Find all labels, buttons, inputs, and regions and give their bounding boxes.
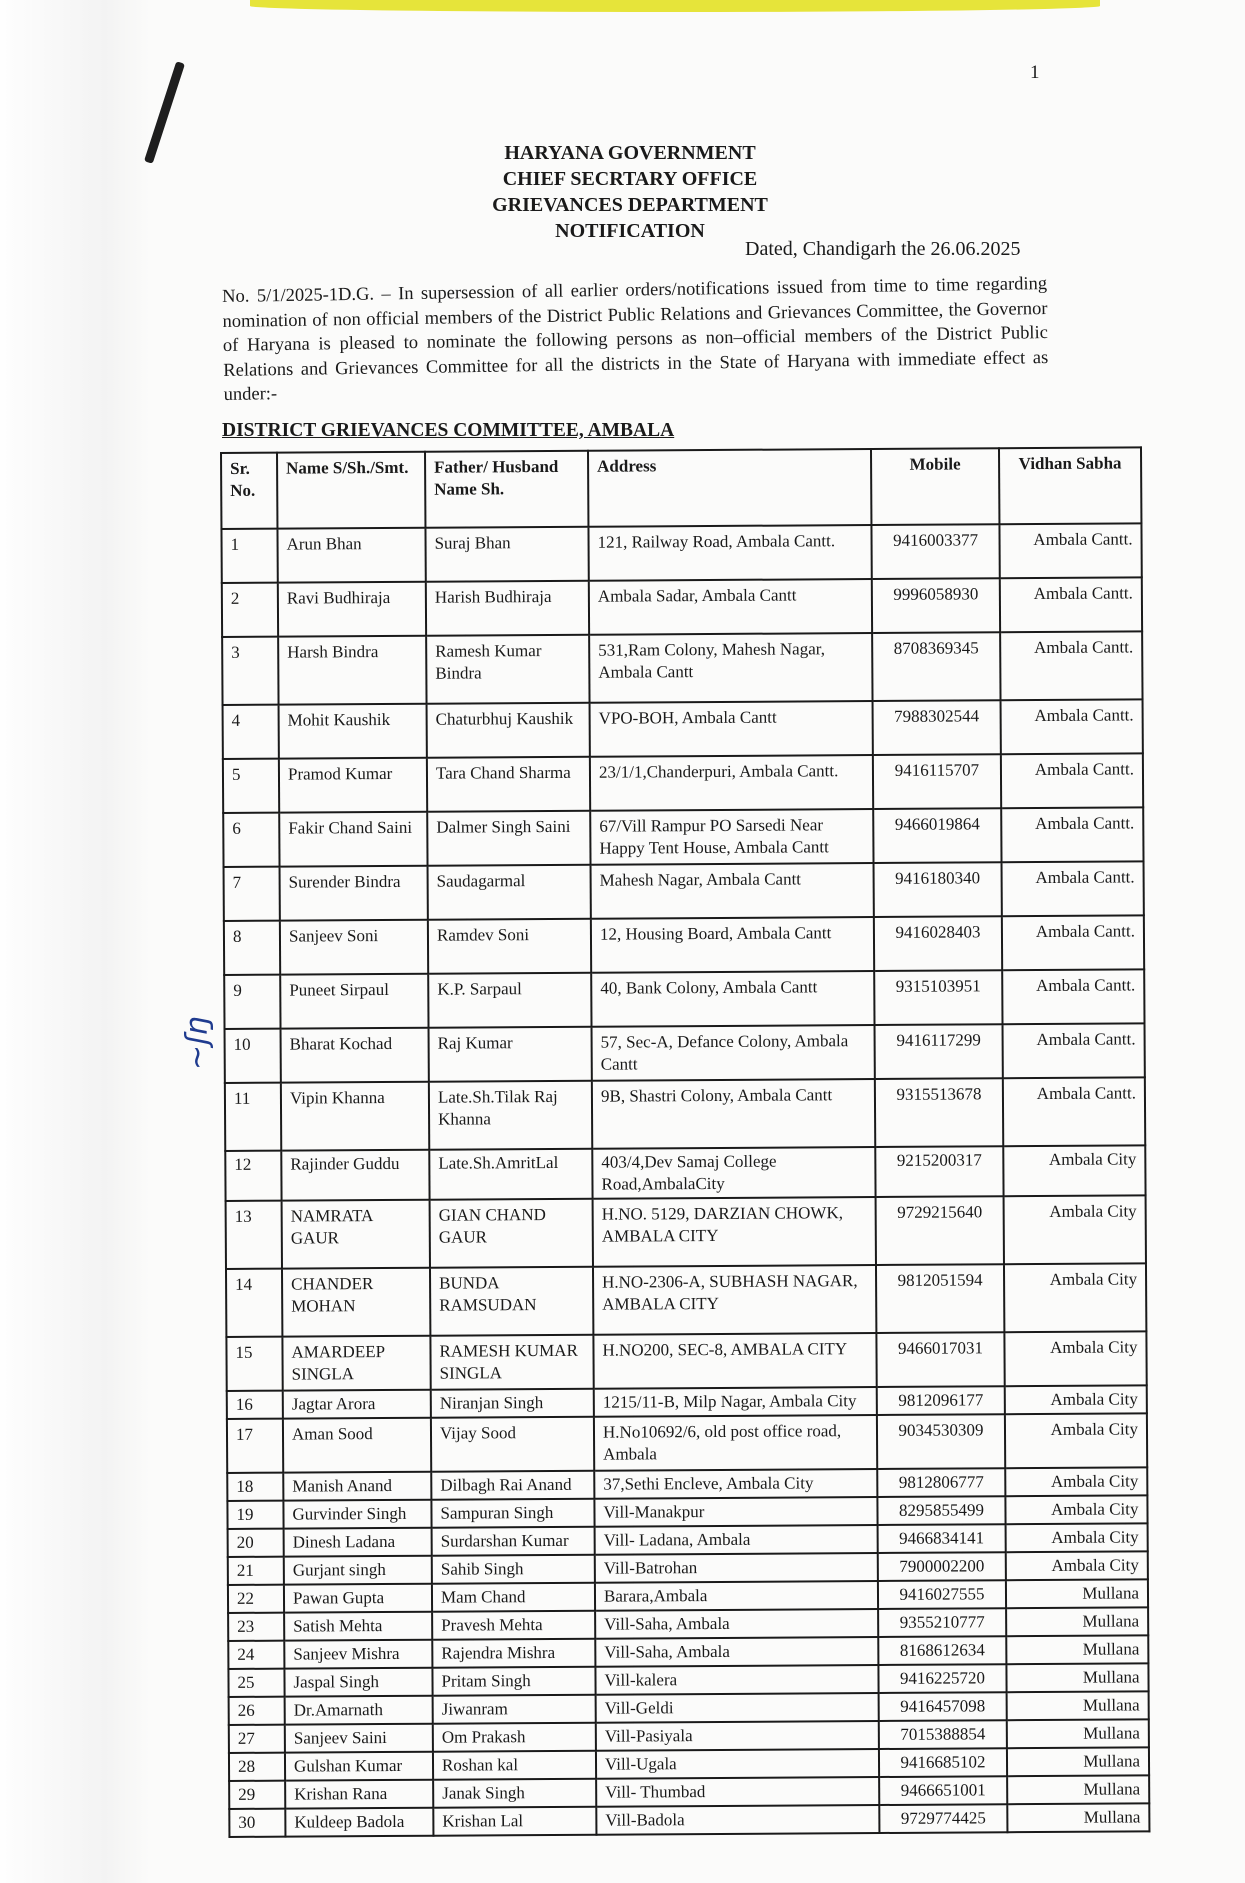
mobile-cell: 7900002200 [878, 1552, 1006, 1581]
name-cell: AMARDEEP SINGLA [282, 1336, 430, 1391]
sr-cell: 1 [221, 529, 277, 583]
name-cell: Jagtar Arora [283, 1390, 431, 1419]
address-cell: H.No10692/6, old post office road, Ambala [594, 1415, 877, 1471]
sr-cell: 9 [224, 975, 280, 1029]
father-cell: Pritam Singh [432, 1667, 595, 1696]
sr-cell: 22 [228, 1585, 284, 1613]
vidhan-sabha-cell: Ambala Cantt. [1003, 1077, 1145, 1146]
mobile-cell: 9466017031 [876, 1332, 1004, 1387]
name-cell: Kuldeep Badola [285, 1808, 433, 1837]
vidhan-sabha-cell: Mullana [1006, 1579, 1148, 1608]
sr-cell: 29 [229, 1781, 285, 1809]
table-row [225, 1145, 1145, 1201]
table-row [227, 1413, 1147, 1473]
father-cell: Tara Chand Sharma [427, 757, 590, 812]
mobile-cell: 9315103951 [874, 970, 1002, 1025]
address-cell: Vill-Badola [596, 1805, 879, 1835]
name-cell: Harsh Bindra [278, 636, 426, 705]
name-cell: Satish Mehta [284, 1612, 432, 1641]
mobile-cell: 9416457098 [879, 1692, 1007, 1721]
sr-cell: 15 [226, 1337, 282, 1391]
address-cell: Vill-Batrohan [595, 1553, 878, 1583]
father-cell: Late.Sh.AmritLal [429, 1149, 592, 1200]
sr-cell: 12 [225, 1151, 281, 1201]
mobile-cell: 9729215640 [876, 1196, 1004, 1265]
sr-cell: 3 [222, 637, 278, 705]
document-heading [440, 140, 820, 244]
sr-cell: 4 [223, 705, 279, 759]
mobile-cell: 9466019864 [873, 808, 1001, 863]
vidhan-sabha-cell: Ambala City [1003, 1145, 1145, 1196]
sr-cell: 18 [227, 1473, 283, 1501]
name-cell: Mohit Kaushik [279, 704, 427, 759]
address-cell: 531,Ram Colony, Mahesh Nagar, Ambala Cantt [589, 633, 872, 703]
sr-cell: 30 [229, 1809, 285, 1837]
address-cell: Vill-Geldi [596, 1693, 879, 1723]
father-cell: Raj Kumar [429, 1027, 592, 1082]
table-header-row [221, 447, 1141, 529]
mobile-cell: 9215200317 [875, 1146, 1003, 1197]
father-cell: Krishan Lal [433, 1807, 596, 1836]
sr-cell: 2 [222, 583, 278, 637]
sr-cell: 19 [227, 1501, 283, 1529]
mobile-cell: 9416117299 [875, 1024, 1003, 1079]
father-cell: Rajendra Mishra [432, 1639, 595, 1668]
heading-line-2: CHIEF SECRTARY OFFICE [502, 168, 758, 190]
address-cell: H.NO200, SEC-8, AMBALA CITY [593, 1333, 876, 1389]
table-row [225, 1023, 1145, 1083]
mobile-cell: 9416028403 [874, 916, 1002, 971]
father-cell: Surdarshan Kumar [432, 1527, 595, 1556]
vidhan-sabha-cell: Ambala City [1004, 1331, 1146, 1386]
name-cell: Krishan Rana [285, 1780, 433, 1809]
vidhan-sabha-cell: Ambala Cantt. [1001, 699, 1143, 754]
mobile-cell: 8168612634 [878, 1636, 1006, 1665]
table-row [223, 807, 1143, 867]
mobile-cell: 8295855499 [877, 1496, 1005, 1525]
address-cell: 67/Vill Rampur PO Sarsedi Near Happy Tent House, Ambala Cantt [590, 809, 873, 865]
address-cell: Ambala Sadar, Ambala Cantt [589, 579, 872, 635]
mobile-cell: 9812051594 [876, 1264, 1004, 1333]
mobile-cell: 9416003377 [871, 524, 999, 579]
father-cell: Roshan kal [433, 1751, 596, 1780]
address-cell: 40, Bank Colony, Ambala Cantt [591, 971, 874, 1027]
father-cell: Harish Budhiraja [426, 581, 589, 636]
vidhan-sabha-cell: Ambala City [1005, 1467, 1147, 1496]
table-row [222, 631, 1142, 705]
father-cell: Jiwanram [433, 1695, 596, 1724]
sr-cell: 10 [225, 1029, 281, 1083]
col-father: Father/ Husband Name Sh. [425, 451, 588, 528]
sr-cell: 27 [229, 1725, 285, 1753]
vidhan-sabha-cell: Mullana [1006, 1663, 1148, 1692]
address-cell: Vill- Thumbad [596, 1777, 879, 1807]
mobile-cell: 9812096177 [877, 1386, 1005, 1415]
address-cell: 403/4,Dev Samaj College Road,AmbalaCity [592, 1147, 875, 1199]
vidhan-sabha-cell: Ambala Cantt. [1002, 969, 1144, 1024]
name-cell: Ravi Budhiraja [278, 582, 426, 637]
page-number: 1 [1030, 62, 1040, 83]
father-cell: Suraj Bhan [425, 527, 588, 582]
mobile-cell: 9996058930 [872, 578, 1000, 633]
father-cell: Ramdev Soni [428, 919, 591, 974]
name-cell: Pramod Kumar [279, 758, 427, 813]
father-cell: Sahib Singh [432, 1555, 595, 1584]
father-cell: Late.Sh.Tilak Raj Khanna [429, 1081, 592, 1150]
section-title: DISTRICT GRIEVANCES COMMITTEE, AMBALA [222, 420, 675, 441]
father-cell: Saudagarmal [428, 865, 591, 920]
father-cell: Janak Singh [433, 1779, 596, 1808]
vidhan-sabha-cell: Ambala Cantt. [1001, 807, 1143, 862]
vidhan-sabha-cell: Ambala City [1005, 1413, 1147, 1468]
vidhan-sabha-cell: Ambala City [1005, 1495, 1147, 1524]
name-cell: Manish Anand [283, 1472, 431, 1501]
sr-cell: 11 [225, 1083, 281, 1151]
address-cell: Vill- Ladana, Ambala [595, 1525, 878, 1555]
name-cell: Sanjeev Mishra [284, 1640, 432, 1669]
heading-line-3: GRIEVANCES DEPARTMENT [492, 194, 768, 216]
table-row [221, 523, 1141, 583]
father-cell: RAMESH KUMAR SINGLA [430, 1335, 593, 1390]
address-cell: Mahesh Nagar, Ambala Cantt [591, 863, 874, 919]
mobile-cell: 7015388854 [879, 1720, 1007, 1749]
vidhan-sabha-cell: Ambala City [1004, 1195, 1146, 1264]
mobile-cell: 9416180340 [874, 862, 1002, 917]
address-cell: 1215/11-B, Milp Nagar, Ambala City [594, 1387, 877, 1417]
table-row [226, 1195, 1146, 1269]
vidhan-sabha-cell: Ambala City [1006, 1551, 1148, 1580]
name-cell: Sanjeev Saini [285, 1724, 433, 1753]
vidhan-sabha-cell: Ambala Cantt. [1003, 1023, 1145, 1078]
name-cell: Rajinder Guddu [281, 1150, 429, 1201]
notification-paragraph: No. 5/1/2025-1D.G. – In supersession of all earlier orders/notifications issued from time to time regarding nomination of non official members of the District Public Relations and Grievances Committee, the Governor of Haryana is pleased to nominate the following persons as non–official members of the District Public Relations and Grievances Committee for all the districts in the State of Haryana with immediate effect as under:- [222, 274, 1049, 405]
address-cell: 37,Sethi Encleve, Ambala City [594, 1469, 877, 1499]
col-mobile: Mobile [871, 448, 999, 525]
mobile-cell: 7988302544 [873, 700, 1001, 755]
table-row [229, 1803, 1149, 1837]
table-row [224, 915, 1144, 975]
address-cell: 121, Railway Road, Ambala Cantt. [588, 525, 871, 581]
vidhan-sabha-cell: Mullana [1007, 1719, 1149, 1748]
vidhan-sabha-cell: Mullana [1007, 1803, 1149, 1832]
sr-cell: 14 [226, 1269, 282, 1337]
sr-cell: 24 [228, 1641, 284, 1669]
table-row [224, 969, 1144, 1029]
father-cell: GIAN CHAND GAUR [430, 1199, 593, 1268]
sr-cell: 16 [227, 1391, 283, 1419]
mobile-cell: 9466651001 [879, 1776, 1007, 1805]
father-cell: Mam Chand [432, 1583, 595, 1612]
mobile-cell: 8708369345 [872, 632, 1000, 701]
page-shadow [0, 0, 150, 1883]
vidhan-sabha-cell: Ambala Cantt. [1002, 861, 1144, 916]
father-cell: Ramesh Kumar Bindra [426, 635, 589, 704]
mobile-cell: 9315513678 [875, 1078, 1003, 1147]
father-cell: Dalmer Singh Saini [427, 811, 590, 866]
sr-cell: 25 [228, 1669, 284, 1697]
address-cell: 23/1/1,Chanderpuri, Ambala Cantt. [590, 755, 873, 811]
father-cell: BUNDA RAMSUDAN [430, 1267, 593, 1336]
name-cell: Aman Sood [283, 1418, 431, 1473]
mobile-cell: 9416225720 [878, 1664, 1006, 1693]
mobile-cell: 9812806777 [877, 1468, 1005, 1497]
name-cell: Pawan Gupta [284, 1584, 432, 1613]
name-cell: Puneet Sirpaul [280, 974, 428, 1029]
name-cell: NAMRATA GAUR [282, 1200, 430, 1269]
name-cell: CHANDER MOHAN [282, 1268, 430, 1337]
address-cell: 57, Sec-A, Defance Colony, Ambala Cantt [592, 1025, 875, 1081]
father-cell: Vijay Sood [431, 1417, 594, 1472]
name-cell: Arun Bhan [277, 528, 425, 583]
vidhan-sabha-cell: Ambala Cantt. [1001, 753, 1143, 808]
vidhan-sabha-cell: Mullana [1007, 1691, 1149, 1720]
table-row [224, 861, 1144, 921]
sr-cell: 21 [228, 1557, 284, 1585]
sr-cell: 5 [223, 759, 279, 813]
vidhan-sabha-cell: Ambala City [1005, 1385, 1147, 1414]
table-row [226, 1331, 1146, 1391]
pen-stroke-mark [144, 61, 185, 164]
address-cell: Barara,Ambala [595, 1581, 878, 1611]
name-cell: Bharat Kochad [281, 1028, 429, 1083]
members-table [220, 446, 1150, 1838]
sr-cell: 23 [228, 1613, 284, 1641]
heading-line-4: NOTIFICATION [555, 220, 705, 242]
table-row [225, 1077, 1145, 1151]
father-cell: K.P. Sarpaul [428, 973, 591, 1028]
margin-signature: ~ʃŋ [180, 1015, 215, 1070]
sr-cell: 6 [223, 813, 279, 867]
address-cell: Vill-Ugala [596, 1749, 879, 1779]
address-cell: H.NO. 5129, DARZIAN CHOWK, AMBALA CITY [593, 1197, 876, 1267]
name-cell: Vipin Khanna [281, 1082, 429, 1151]
father-cell: Dilbagh Rai Anand [431, 1471, 594, 1500]
mobile-cell: 9355210777 [878, 1608, 1006, 1637]
mobile-cell: 9466834141 [878, 1524, 1006, 1553]
name-cell: Dr.Amarnath [285, 1696, 433, 1725]
name-cell: Dinesh Ladana [284, 1528, 432, 1557]
dated-line: Dated, Chandigarh the 26.06.2025 [745, 238, 1021, 260]
address-cell: VPO-BOH, Ambala Cantt [590, 701, 873, 757]
sr-cell: 26 [229, 1697, 285, 1725]
table-row [222, 577, 1142, 637]
col-vidhan-sabha: Vidhan Sabha [999, 447, 1141, 524]
vidhan-sabha-cell: Mullana [1007, 1747, 1149, 1776]
heading-line-1: HARYANA GOVERNMENT [504, 142, 756, 164]
sr-cell: 17 [227, 1419, 283, 1473]
name-cell: Fakir Chand Saini [279, 812, 427, 867]
mobile-cell: 9416115707 [873, 754, 1001, 809]
sr-cell: 20 [228, 1529, 284, 1557]
mobile-cell: 9416027555 [878, 1580, 1006, 1609]
father-cell: Niranjan Singh [431, 1389, 594, 1418]
col-sr: Sr. No. [221, 453, 277, 529]
vidhan-sabha-cell: Mullana [1006, 1635, 1148, 1664]
vidhan-sabha-cell: Ambala Cantt. [1002, 915, 1144, 970]
vidhan-sabha-cell: Ambala City [1004, 1263, 1146, 1332]
vidhan-sabha-cell: Ambala Cantt. [999, 523, 1141, 578]
sr-cell: 13 [226, 1201, 282, 1269]
address-cell: Vill-Manakpur [594, 1497, 877, 1527]
vidhan-sabha-cell: Ambala Cantt. [1000, 577, 1142, 632]
father-cell: Pravesh Mehta [432, 1611, 595, 1640]
col-name: Name S/Sh./Smt. [277, 452, 425, 529]
vidhan-sabha-cell: Ambala Cantt. [1000, 631, 1142, 700]
father-cell: Sampuran Singh [431, 1499, 594, 1528]
name-cell: Surender Bindra [280, 866, 428, 921]
table-row [226, 1263, 1146, 1337]
address-cell: Vill-kalera [595, 1665, 878, 1695]
name-cell: Gurvinder Singh [283, 1500, 431, 1529]
sr-cell: 8 [224, 921, 280, 975]
mobile-cell: 9034530309 [877, 1414, 1005, 1469]
yellow-folder-edge [250, 0, 1100, 12]
name-cell: Jaspal Singh [284, 1668, 432, 1697]
sr-cell: 7 [224, 867, 280, 921]
name-cell: Gulshan Kumar [285, 1752, 433, 1781]
name-cell: Sanjeev Soni [280, 920, 428, 975]
address-cell: Vill-Pasiyala [596, 1721, 879, 1751]
mobile-cell: 9729774425 [879, 1804, 1007, 1833]
table-row [223, 699, 1143, 759]
address-cell: H.NO-2306-A, SUBHASH NAGAR, AMBALA CITY [593, 1265, 876, 1335]
mobile-cell: 9416685102 [879, 1748, 1007, 1777]
address-cell: 12, Housing Board, Ambala Cantt [591, 917, 874, 973]
vidhan-sabha-cell: Mullana [1007, 1775, 1149, 1804]
address-cell: 9B, Shastri Colony, Ambala Cantt [592, 1079, 875, 1149]
father-cell: Om Prakash [433, 1723, 596, 1752]
col-address: Address [588, 449, 871, 527]
vidhan-sabha-cell: Mullana [1006, 1607, 1148, 1636]
table-row [223, 753, 1143, 813]
sr-cell: 28 [229, 1753, 285, 1781]
address-cell: Vill-Saha, Ambala [595, 1637, 878, 1667]
address-cell: Vill-Saha, Ambala [595, 1609, 878, 1639]
vidhan-sabha-cell: Ambala City [1006, 1523, 1148, 1552]
father-cell: Chaturbhuj Kaushik [427, 703, 590, 758]
name-cell: Gurjant singh [284, 1556, 432, 1585]
